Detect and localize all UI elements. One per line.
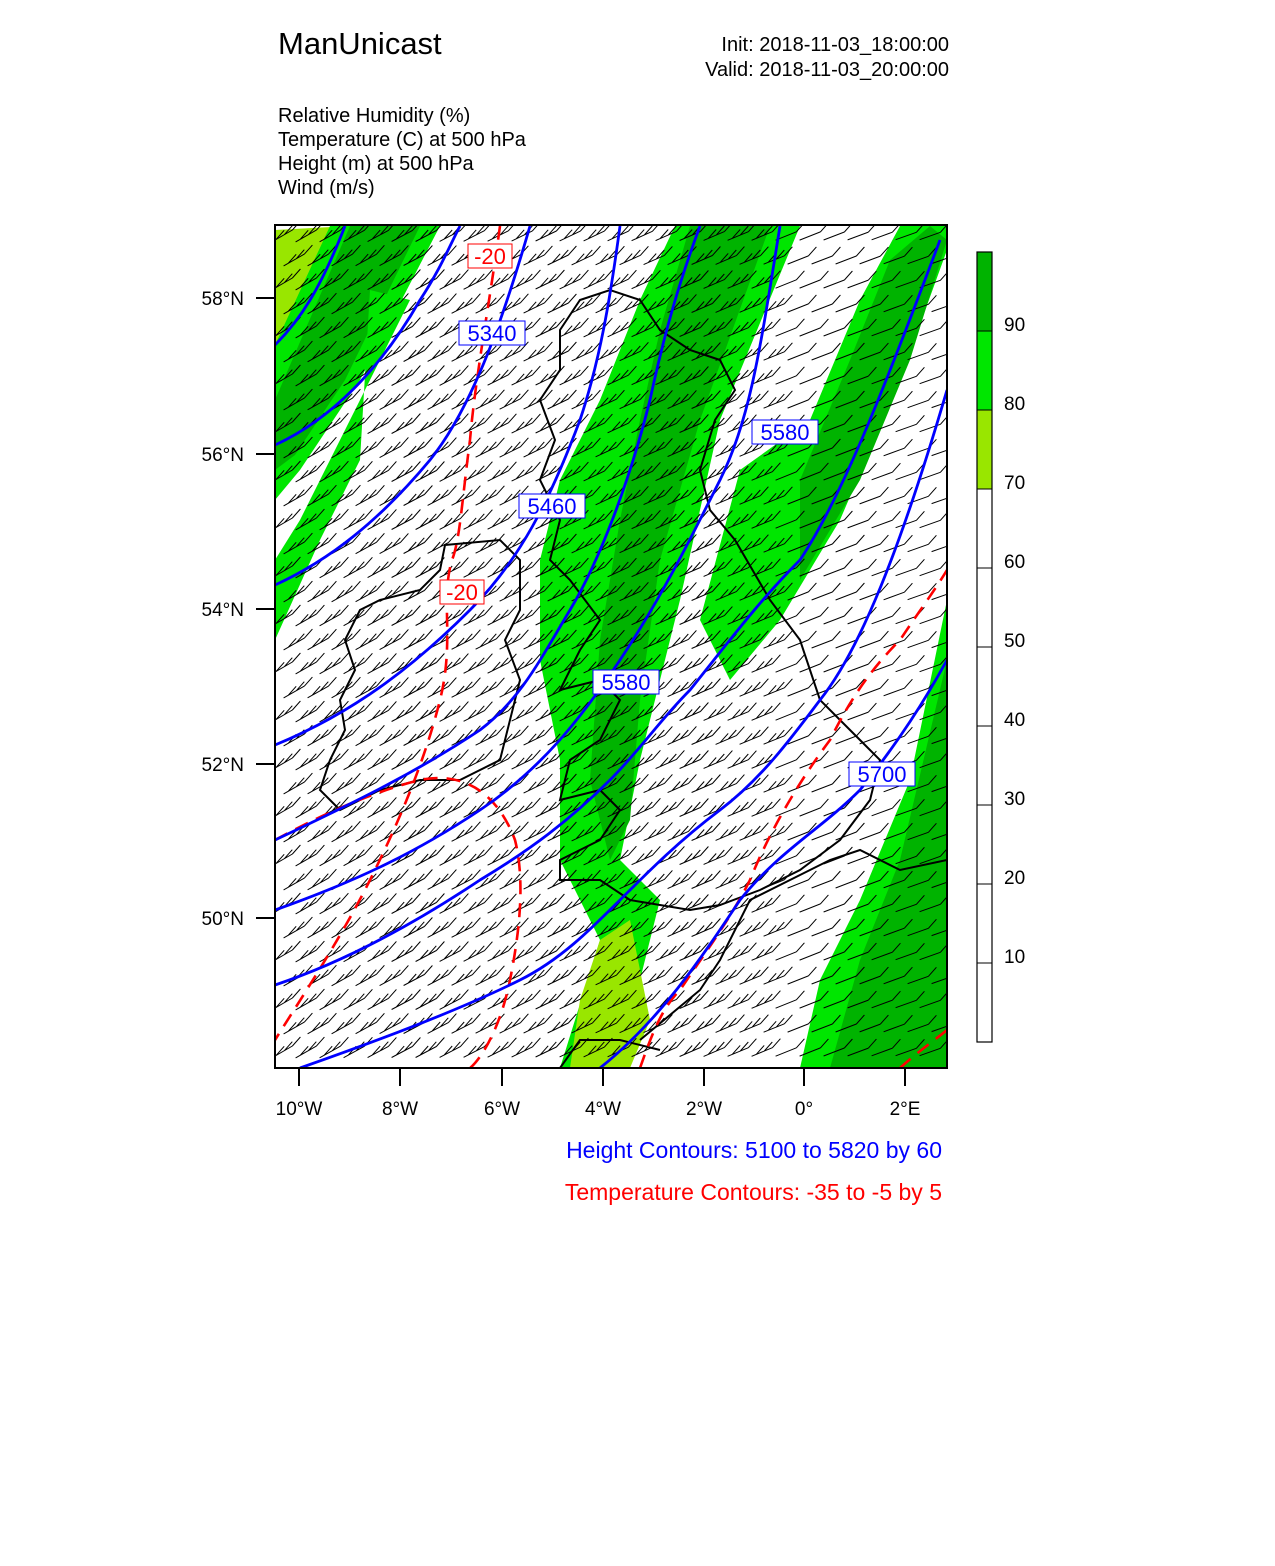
- temperature-label: -20: [474, 244, 506, 269]
- init-time: Init: 2018-11-03_18:00:00: [721, 34, 949, 56]
- lat-tick-label: 56°N: [201, 445, 244, 466]
- colorbar-label: 60: [1004, 552, 1026, 573]
- field-height: Height (m) at 500 hPa: [278, 153, 474, 175]
- valid-time: Valid: 2018-11-03_20:00:00: [705, 59, 949, 81]
- colorbar-label: 10: [1004, 947, 1026, 968]
- height-label: 5580: [601, 670, 651, 695]
- colorbar-label: 70: [1004, 473, 1026, 494]
- map-plot-area: [272, 221, 961, 1068]
- lon-tick-label: 2°E: [889, 1099, 921, 1120]
- colorbar-label: 30: [1004, 789, 1026, 810]
- field-wind: Wind (m/s): [278, 177, 375, 199]
- height-label: 5460: [527, 494, 577, 519]
- colorbar-segment-80: [977, 331, 992, 410]
- lon-tick-label: 6°W: [483, 1099, 521, 1120]
- lat-tick-label: 54°N: [201, 600, 244, 621]
- lon-tick-label: 8°W: [381, 1099, 419, 1120]
- latitude-axis: [202, 289, 275, 930]
- lon-tick-label: 4°W: [584, 1099, 622, 1120]
- colorbar-label: 40: [1004, 710, 1026, 731]
- colorbar: [977, 252, 1025, 1042]
- lon-tick-label: 0°: [794, 1099, 814, 1120]
- colorbar-segment-70: [977, 410, 992, 489]
- height-label: 5340: [467, 321, 517, 346]
- field-relative-humidity: Relative Humidity (%): [278, 105, 471, 127]
- temperature-contour-note: Temperature Contours: -35 to -5 by 5: [564, 1179, 942, 1205]
- colorbar-label: 50: [1004, 631, 1026, 652]
- colorbar-label: 90: [1004, 315, 1026, 336]
- height-label: 5700: [857, 762, 907, 787]
- colorbar-segment-90: [977, 252, 992, 331]
- chart-title: ManUnicast: [278, 26, 442, 61]
- longitude-axis: [276, 1068, 921, 1120]
- colorbar-label: 20: [1004, 868, 1026, 889]
- lat-tick-label: 58°N: [201, 289, 244, 310]
- height-label: 5580: [760, 420, 810, 445]
- lat-tick-label: 50°N: [201, 909, 244, 930]
- lon-tick-label: 2°W: [685, 1099, 723, 1120]
- lat-tick-label: 52°N: [201, 755, 244, 776]
- colorbar-label: 80: [1004, 394, 1026, 415]
- field-temperature: Temperature (C) at 500 hPa: [278, 129, 526, 151]
- lon-tick-label: 10°W: [275, 1099, 323, 1120]
- height-contour-note: Height Contours: 5100 to 5820 by 60: [566, 1137, 942, 1163]
- temperature-label: -20: [446, 580, 478, 605]
